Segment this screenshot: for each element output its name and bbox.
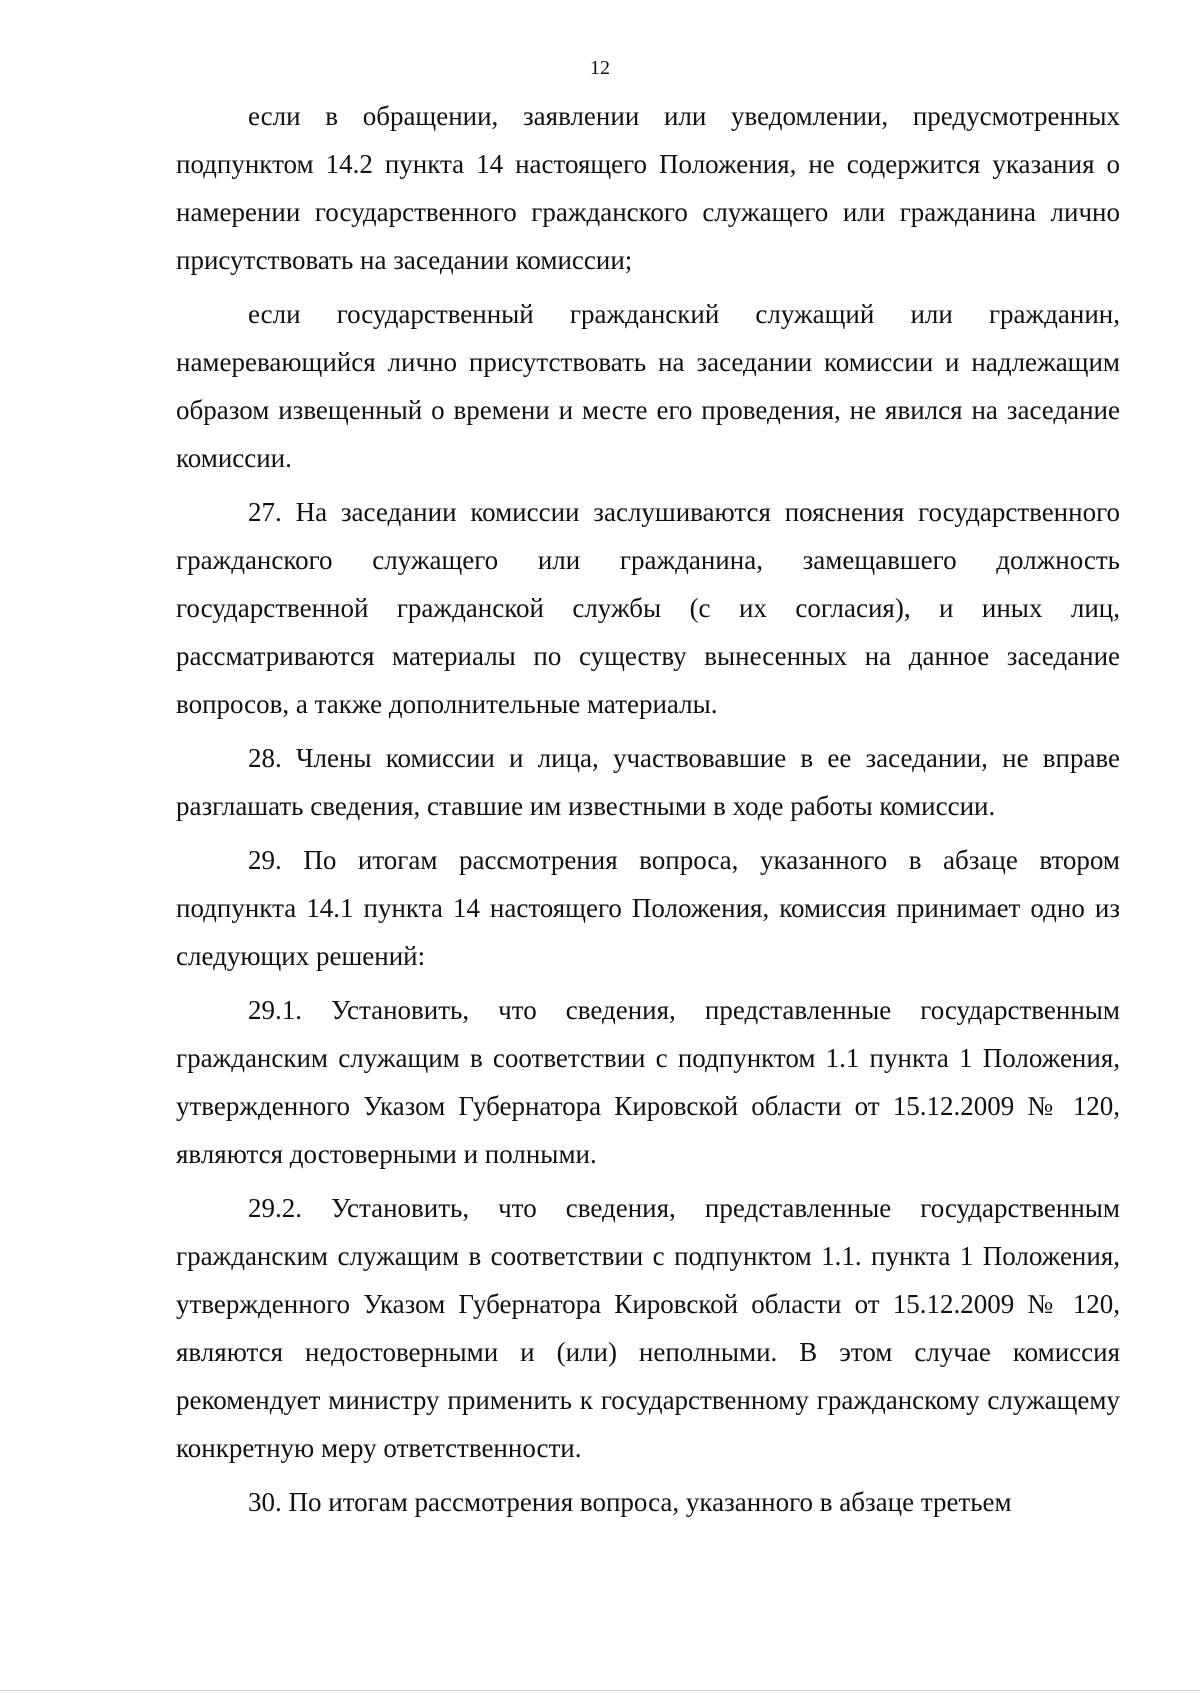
paragraph: 29. По итогам рассмотрения вопроса, указанного в абзаце втором подпункта 14.1 пункта 14 настоящего Положения, комиссия принимает одно из следующих решений: — [176, 845, 1120, 971]
paragraph: 29.2. Установить, что сведения, представленные государственным гражданским служащим в соответствии с подпунктом 1.1. пункта 1 Положения, утвержденного Указом Губернатора Кировской области от 15.12.2009 № 120, являются недостоверными и (или) неполными. В этом случае комиссия рекомендует министру применить к государственному гражданскому служащему конкретную меру ответственности. — [176, 1193, 1120, 1463]
paragraph: если государственный гражданский служащий или гражданин, намеревающийся лично присутствовать на заседании комиссии и надлежащим образом извещенный о времени и месте его проведения, не явился на заседание комиссии. — [176, 299, 1120, 473]
document-body — [176, 92, 1120, 1526]
paragraph: 28. Члены комиссии и лица, участвовавшие в ее заседании, не вправе разглашать сведения, ставшие им известными в ходе работы комиссии. — [176, 743, 1120, 821]
paragraph: 29.1. Установить, что сведения, представленные государственным гражданским служащим в соответствии с подпунктом 1.1 пункта 1 Положения, утвержденного Указом Губернатора Кировской области от 15.12.2009 № 120, являются достоверными и полными. — [176, 995, 1120, 1169]
page-number: 12 — [590, 57, 610, 79]
paragraph: если в обращении, заявлении или уведомлении, предусмотренных подпунктом 14.2 пункта 14 настоящего Положения, не содержится указания о намерении государственного гражданского служащего или гражданина лично присутствовать на заседании комиссии; — [176, 101, 1120, 275]
paragraph: 27. На заседании комиссии заслушиваются пояснения государственного гражданского служащего или гражданина, замещавшего должность государственной гражданской службы (с их согласия), и иных лиц, рассматриваются материалы по существу вынесенных на данное заседание вопросов, а также дополнительные материалы. — [176, 497, 1120, 719]
scan-edge-line — [0, 1690, 1200, 1691]
paragraph: 30. По итогам рассмотрения вопроса, указанного в абзаце третьем — [248, 1487, 1012, 1517]
